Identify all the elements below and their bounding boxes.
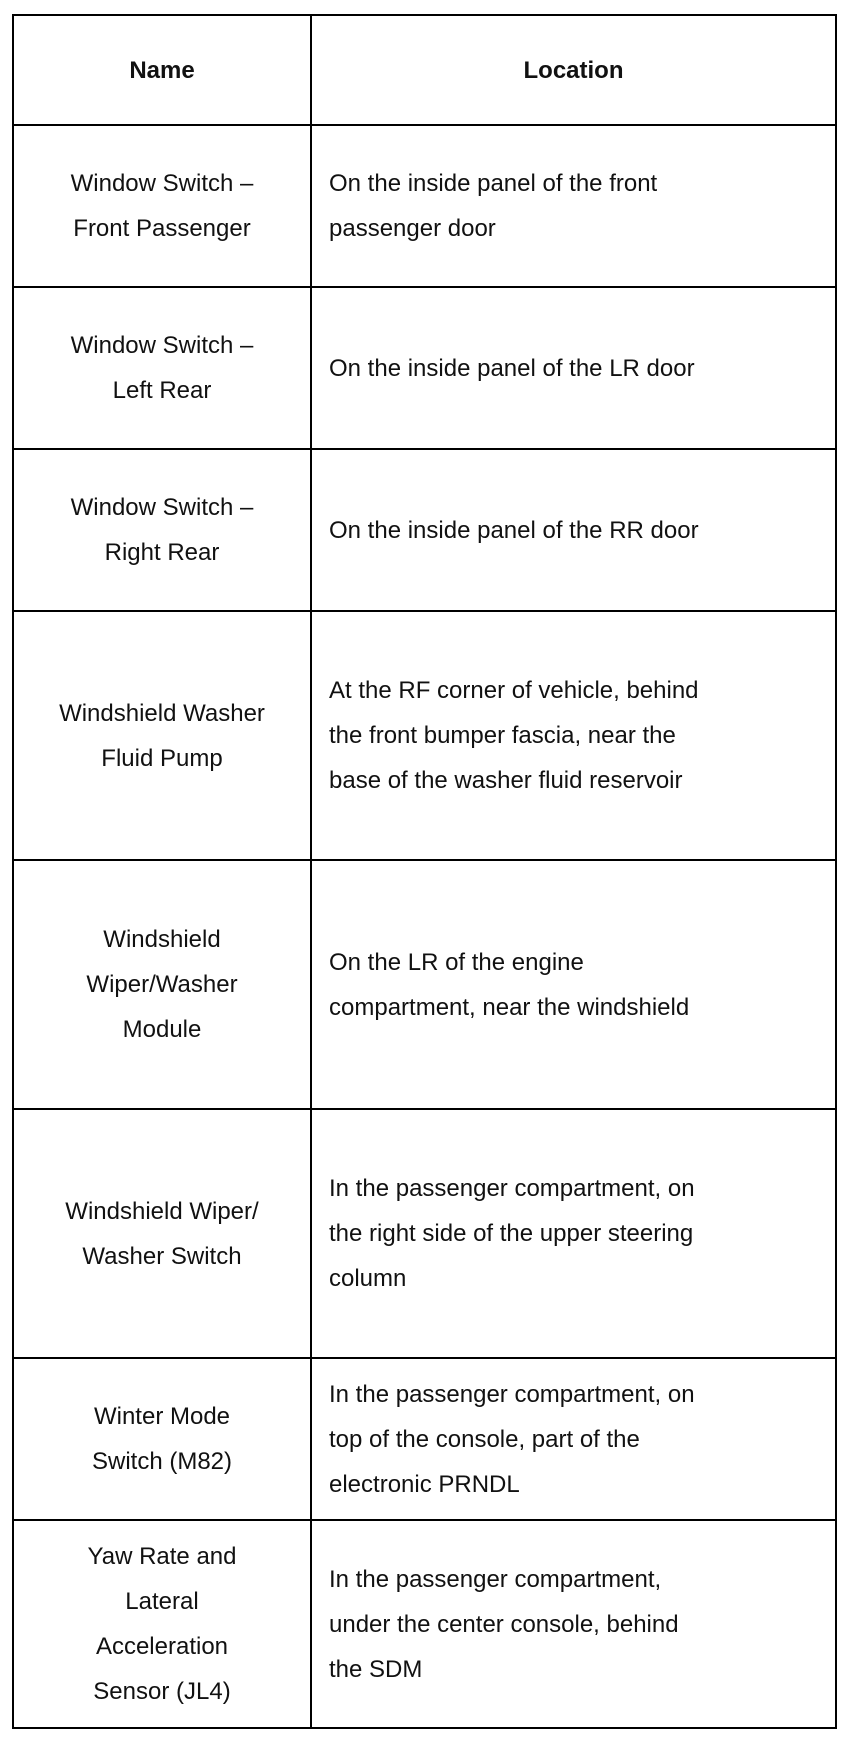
component-location-cell <box>311 449 836 611</box>
component-name-cell <box>13 1358 311 1520</box>
table-row <box>13 1358 836 1520</box>
component-location-line: the SDM <box>329 1655 423 1683</box>
component-name-line: Lateral <box>125 1588 199 1615</box>
component-name-line: Yaw Rate and <box>87 1543 237 1570</box>
component-location-cell <box>311 611 836 860</box>
component-location-line: In the passenger compartment, <box>329 1565 662 1593</box>
component-location-cell <box>311 860 836 1109</box>
component-location-line: electronic PRNDL <box>329 1470 520 1498</box>
component-location-table <box>12 14 837 1729</box>
component-name-cell <box>13 1520 311 1728</box>
component-location-line: On the inside panel of the RR door <box>329 516 699 544</box>
table-row <box>13 860 836 1109</box>
table-row <box>13 125 836 287</box>
component-name-line: Sensor (JL4) <box>93 1678 231 1705</box>
component-name-line: Windshield Wiper/ <box>65 1197 259 1225</box>
table-row <box>13 611 836 860</box>
component-location-cell <box>311 125 836 287</box>
component-location-line: On the inside panel of the front <box>329 170 658 197</box>
component-name-line: Fluid Pump <box>101 744 223 772</box>
component-name-cell <box>13 287 311 449</box>
component-name-cell <box>13 611 311 860</box>
component-name-line: Switch (M82) <box>91 1448 233 1475</box>
component-location-line: the right side of the upper steering <box>329 1220 694 1247</box>
column-header-name: Name <box>13 15 311 125</box>
component-name-line: Window Switch – <box>70 170 254 197</box>
component-location-line: column <box>329 1265 407 1292</box>
table-row <box>13 449 836 611</box>
component-name-cell <box>13 125 311 287</box>
component-name-cell <box>13 860 311 1109</box>
component-location-line: under the center console, behind <box>329 1610 679 1638</box>
component-location-cell <box>311 1520 836 1728</box>
component-location-cell <box>311 287 836 449</box>
component-location-line: In the passenger compartment, on <box>329 1175 695 1202</box>
component-name-line: Module <box>122 1016 202 1043</box>
component-location-table-container <box>12 14 835 1729</box>
table-row <box>13 1520 836 1728</box>
column-header-location: Location <box>311 15 836 125</box>
component-name-line: Acceleration <box>95 1633 229 1660</box>
component-name-line: Right Rear <box>104 539 220 566</box>
component-location-line: On the LR of the engine <box>329 948 584 976</box>
component-name-line: Wiper/Washer <box>86 971 238 998</box>
component-location-line: On the inside panel of the LR door <box>329 354 695 382</box>
component-location-line: compartment, near the windshield <box>329 993 690 1021</box>
component-name-line: Windshield Washer <box>59 699 265 727</box>
component-name-line: Windshield <box>103 926 221 953</box>
component-location-cell <box>311 1109 836 1358</box>
component-name-line: Left Rear <box>112 377 212 404</box>
table-row <box>13 287 836 449</box>
component-location-cell <box>311 1358 836 1520</box>
component-name-line: Winter Mode <box>93 1403 231 1430</box>
component-location-line: the front bumper fascia, near the <box>329 722 676 749</box>
component-name-line: Window Switch – <box>70 332 254 359</box>
component-name-cell <box>13 449 311 611</box>
table-row <box>13 1109 836 1358</box>
component-name-cell <box>13 1109 311 1358</box>
component-location-line: In the passenger compartment, on <box>329 1380 695 1408</box>
table-header-row <box>13 15 836 125</box>
component-location-line: top of the console, part of the <box>329 1425 640 1453</box>
component-name-line: Front Passenger <box>73 215 251 242</box>
component-name-line: Washer Switch <box>82 1242 242 1270</box>
component-location-line: passenger door <box>329 215 496 242</box>
component-location-line: base of the washer fluid reservoir <box>329 767 683 794</box>
component-location-line: At the RF corner of vehicle, behind <box>329 677 699 704</box>
component-name-line: Window Switch – <box>70 494 254 521</box>
